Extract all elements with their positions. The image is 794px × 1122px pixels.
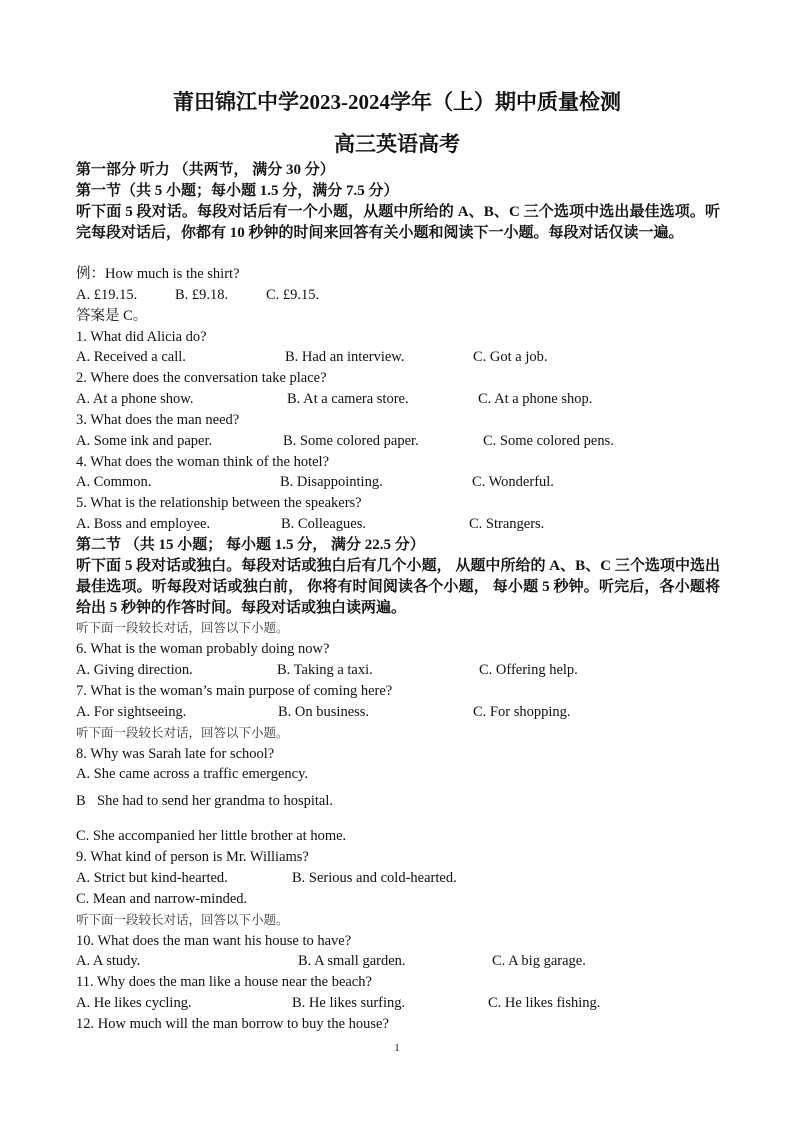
part1-heading: 第一部分 听力 （共两节， 满分 30 分） [76,162,335,178]
option: B. Disappointing. [280,474,383,490]
option: C. He likes fishing. [488,995,601,1011]
page-subtitle: 高三英语高考 [334,132,460,156]
example-answer: 答案是 C。 [76,308,148,324]
section1-heading: 第一节（共 5 小题；每小题 1.5 分，满分 7.5 分） [76,183,399,199]
question-7: 7. What is the woman’s main purpose of coming here? [76,683,393,699]
option: C. A big garage. [492,953,586,969]
page-number: 1 [394,1042,400,1054]
question-9: 9. What kind of person is Mr. Williams? [76,849,309,865]
long-dialogue-note: 听下面一段较长对话，回答以下小题。 [76,621,289,635]
question-6: 6. What is the woman probably doing now? [76,641,330,657]
question-8-option-a: A. She came across a traffic emergency. [76,766,309,782]
option: A. £19.15. [76,287,138,303]
option: A. Boss and employee. [76,516,211,532]
question-11: 11. Why does the man like a house near the beach? [76,974,372,990]
option: B. Some colored paper. [283,433,419,449]
option: B. A small garden. [298,953,406,969]
option: A. At a phone show. [76,391,194,407]
option: B. Taking a taxi. [277,662,373,678]
option: C. Offering help. [479,662,578,678]
option: A. Some ink and paper. [76,433,213,449]
option: B. Serious and cold-hearted. [292,870,457,886]
question-5: 5. What is the relationship between the speakers? [76,495,362,511]
option: B. On business. [278,704,370,720]
question-4: 4. What does the woman think of the hotel? [76,454,330,470]
option: A. Giving direction. [76,662,193,678]
question-2: 2. Where does the conversation take place? [76,370,327,386]
option: C. Some colored pens. [483,433,614,449]
option: A. Received a call. [76,349,186,365]
question-8: 8. Why was Sarah late for school? [76,746,275,762]
option: C. Wonderful. [472,474,554,490]
option: A. For sightseeing. [76,704,187,720]
option: C. For shopping. [473,704,571,720]
section1-instructions: 听下面 5 段对话。每段对话后有一个小题，从题中所给的 A、B、C 三个选项中选出最佳选项。听完每段对话后，你都有 10 秒钟的时间来回答有关小题和阅读下一小题。每段对话仅读一遍。 [76,204,720,241]
long-dialogue-note: 听下面一段较长对话，回答以下小题。 [76,913,289,927]
question-1: 1. What did Alicia do? [76,329,207,345]
option: B. He likes surfing. [292,995,406,1011]
option-letter: B [76,793,86,809]
option: A. A study. [76,953,141,969]
option: B. Had an interview. [285,349,405,365]
option: A. Common. [76,474,152,490]
option: C. Strangers. [469,516,545,532]
page-title: 莆田锦江中学2023-2024学年（上）期中质量检测 [173,90,621,114]
question-10: 10. What does the man want his house to have? [76,933,352,949]
option: B. At a camera store. [287,391,409,407]
section2-instructions: 听下面 5 段对话或独白。每段对话或独白后有几个小题， 从题中所给的 A、B、C 三个选项中选出最佳选项。听每段对话或独白前， 你将有时间阅读各个小题， 每小题 5 秒钟。听完后，各小题将给出 5 秒钟的作答时间。每段对话或独白读两遍。 [76,558,720,616]
question-9-option-c: C. Mean and narrow-minded. [76,891,248,907]
section2-heading: 第二节 （共 15 小题； 每小题 1.5 分， 满分 22.5 分） [76,537,425,553]
question-8-option-c: C. She accompanied her little brother at home. [76,828,347,844]
question-12: 12. How much will the man borrow to buy the house? [76,1016,389,1032]
option: A. He likes cycling. [76,995,192,1011]
option-text: She had to send her grandma to hospital. [97,793,333,809]
option: C. Got a job. [473,349,548,365]
option: B. £9.18. [175,287,229,303]
long-dialogue-note: 听下面一段较长对话，回答以下小题。 [76,726,289,740]
option: C. £9.15. [266,287,320,303]
option: C. At a phone shop. [478,391,593,407]
option: B. Colleagues. [281,516,366,532]
question-3: 3. What does the man need? [76,412,240,428]
example-question: 例：How much is the shirt? [76,266,240,282]
option: A. Strict but kind-hearted. [76,870,228,886]
